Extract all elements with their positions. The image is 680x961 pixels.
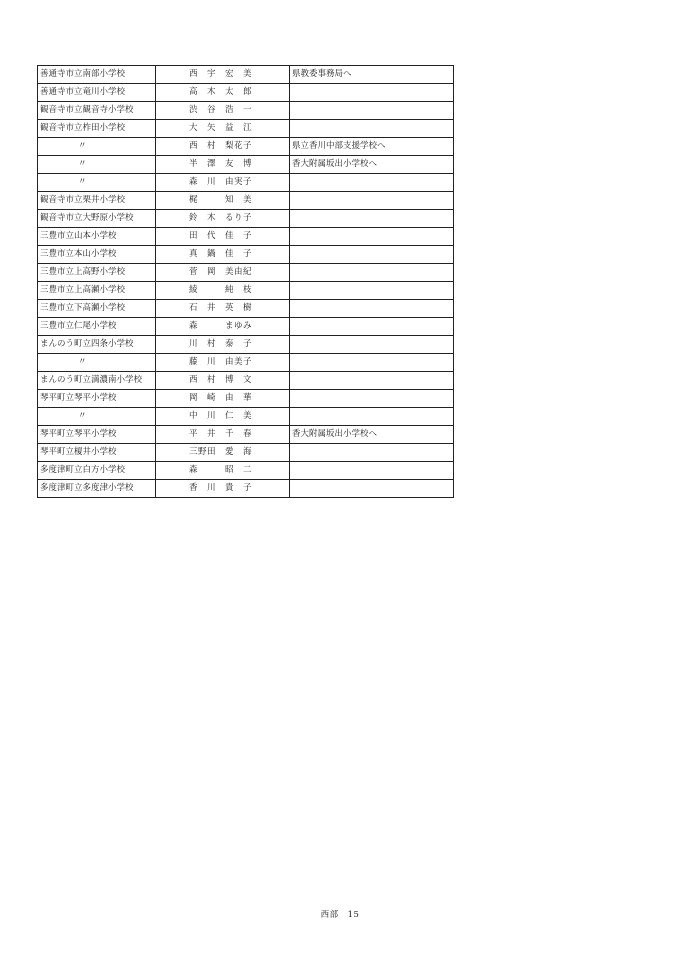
table-row — [38, 426, 454, 444]
table-row — [38, 480, 454, 498]
table-row — [38, 246, 454, 264]
school-cell: 観音寺市立柞田小学校 — [38, 120, 156, 138]
school-cell: まんのう町立満濃南小学校 — [38, 372, 156, 390]
table-row — [38, 264, 454, 282]
name-cell: 石 井 英 樹 — [156, 300, 290, 318]
note-cell — [290, 318, 454, 336]
school-cell: 三豊市立本山小学校 — [38, 246, 156, 264]
table-row — [38, 354, 454, 372]
name-cell: 真 鍋 佳 子 — [156, 246, 290, 264]
name-cell: 川 村 泰 子 — [156, 336, 290, 354]
name-cell: 香 川 貴 子 — [156, 480, 290, 498]
note-cell — [290, 462, 454, 480]
school-cell: 多度津町立白方小学校 — [38, 462, 156, 480]
name-cell: 半 澤 友 博 — [156, 156, 290, 174]
personnel-table-body — [38, 66, 454, 498]
note-cell — [290, 300, 454, 318]
note-cell — [290, 228, 454, 246]
note-cell — [290, 480, 454, 498]
table-row — [38, 462, 454, 480]
note-cell — [290, 174, 454, 192]
school-cell: まんのう町立四条小学校 — [38, 336, 156, 354]
table-row — [38, 174, 454, 192]
name-cell: 森 まゆみ — [156, 318, 290, 336]
school-cell: 善通寺市立竜川小学校 — [38, 84, 156, 102]
note-cell — [290, 444, 454, 462]
school-cell: 三豊市立山本小学校 — [38, 228, 156, 246]
note-cell: 香大附属坂出小学校へ — [290, 426, 454, 444]
table-row — [38, 138, 454, 156]
table-row — [38, 210, 454, 228]
school-cell: 観音寺市立栗井小学校 — [38, 192, 156, 210]
note-cell — [290, 192, 454, 210]
note-cell: 香大附属坂出小学校へ — [290, 156, 454, 174]
table-row — [38, 156, 454, 174]
school-cell: 三豊市立上高野小学校 — [38, 264, 156, 282]
note-cell — [290, 336, 454, 354]
name-cell: 西 村 博 文 — [156, 372, 290, 390]
school-cell: 観音寺市立大野原小学校 — [38, 210, 156, 228]
school-cell: 〃 — [38, 156, 156, 174]
school-cell: 〃 — [38, 408, 156, 426]
school-cell: 〃 — [38, 354, 156, 372]
name-cell: 西 宇 宏 美 — [156, 66, 290, 84]
name-cell: 梶 知 美 — [156, 192, 290, 210]
school-cell: 多度津町立多度津小学校 — [38, 480, 156, 498]
school-cell: 観音寺市立観音寺小学校 — [38, 102, 156, 120]
name-cell: 綾 純 枝 — [156, 282, 290, 300]
table-row — [38, 390, 454, 408]
school-cell: 琴平町立榎井小学校 — [38, 444, 156, 462]
name-cell: 菅 岡 美由紀 — [156, 264, 290, 282]
school-cell: 〃 — [38, 174, 156, 192]
table-row — [38, 282, 454, 300]
name-cell: 高 木 太 郎 — [156, 84, 290, 102]
name-cell: 西 村 梨花子 — [156, 138, 290, 156]
note-cell — [290, 210, 454, 228]
note-cell — [290, 390, 454, 408]
school-cell: 〃 — [38, 138, 156, 156]
note-cell — [290, 246, 454, 264]
table-row — [38, 84, 454, 102]
school-cell: 三豊市立下高瀬小学校 — [38, 300, 156, 318]
note-cell: 県立香川中部支援学校へ — [290, 138, 454, 156]
school-cell: 琴平町立琴平小学校 — [38, 390, 156, 408]
note-cell — [290, 102, 454, 120]
table-row — [38, 408, 454, 426]
name-cell: 森 川 由実子 — [156, 174, 290, 192]
name-cell: 鈴 木 るり子 — [156, 210, 290, 228]
table-row — [38, 444, 454, 462]
table-row — [38, 66, 454, 84]
table-row — [38, 102, 454, 120]
name-cell: 平 井 千 春 — [156, 426, 290, 444]
page-number: 西部 15 — [320, 910, 360, 920]
name-cell: 三野田 愛 海 — [156, 444, 290, 462]
note-cell — [290, 372, 454, 390]
table-row — [38, 318, 454, 336]
name-cell: 岡 崎 由 華 — [156, 390, 290, 408]
table-row — [38, 120, 454, 138]
school-cell: 三豊市立上高瀬小学校 — [38, 282, 156, 300]
name-cell: 大 矢 益 江 — [156, 120, 290, 138]
note-cell — [290, 84, 454, 102]
school-cell: 善通寺市立南部小学校 — [38, 66, 156, 84]
school-cell: 琴平町立琴平小学校 — [38, 426, 156, 444]
table-row — [38, 336, 454, 354]
name-cell: 森 昭 二 — [156, 462, 290, 480]
note-cell — [290, 282, 454, 300]
note-cell — [290, 354, 454, 372]
note-cell — [290, 408, 454, 426]
name-cell: 渋 谷 浩 一 — [156, 102, 290, 120]
table-row — [38, 192, 454, 210]
name-cell: 藤 川 由美子 — [156, 354, 290, 372]
note-cell: 県教委事務局へ — [290, 66, 454, 84]
name-cell: 田 代 佳 子 — [156, 228, 290, 246]
table-row — [38, 228, 454, 246]
name-cell: 中 川 仁 美 — [156, 408, 290, 426]
school-cell: 三豊市立仁尾小学校 — [38, 318, 156, 336]
note-cell — [290, 120, 454, 138]
table-row — [38, 300, 454, 318]
table-row — [38, 372, 454, 390]
note-cell — [290, 264, 454, 282]
personnel-table — [37, 65, 454, 498]
